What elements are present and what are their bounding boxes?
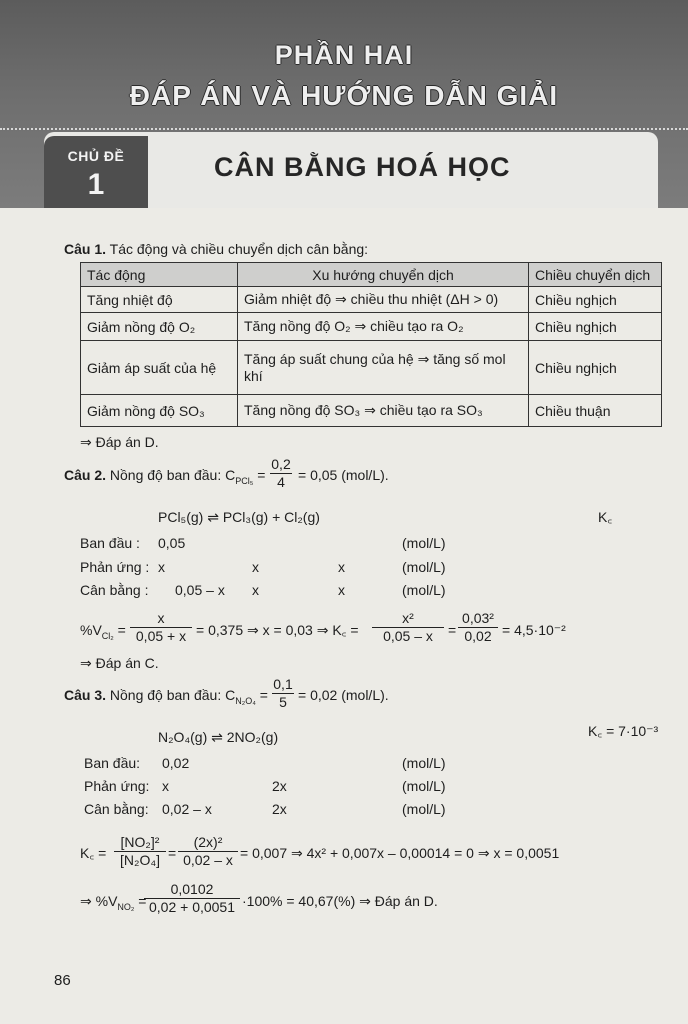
q3-row-unit: (mol/L)	[402, 755, 446, 771]
q2-eq-fraction-1	[130, 610, 192, 645]
q3-kc-fraction-2	[178, 834, 238, 869]
q2-row-value: x	[158, 559, 165, 575]
table-cell: Tăng nồng độ SO₃ ⇒ chiều tạo ra SO₃	[238, 395, 529, 427]
q2-row-label: Cân bằng :	[80, 582, 149, 598]
q3-c-symbol: C	[225, 687, 236, 703]
table-header-row	[81, 263, 662, 287]
table-cell: Giảm nồng độ O₂	[81, 313, 238, 341]
table-row	[81, 395, 662, 427]
q2-heading: Câu 2. Nồng độ ban đầu: $C_{PCl_5}$ =	[64, 467, 266, 486]
q2-row-value: x	[338, 582, 345, 598]
table-cell: Chiều nghịch	[529, 341, 662, 395]
q3-row-unit: (mol/L)	[402, 778, 446, 794]
fraction-denominator: 0,05 – x	[372, 627, 444, 645]
q1-answer: ⇒ Đáp án D.	[80, 434, 159, 450]
fraction-numerator: 0,1	[273, 676, 293, 692]
q2-reaction: PCl₅(g) ⇌ PCl₃(g) + Cl₂(g)	[158, 509, 320, 525]
q2-eq-end: = 4,5·10⁻²	[502, 622, 566, 638]
chapter-title: CÂN BẰNG HOÁ HỌC	[214, 152, 511, 182]
table-cell: Tăng áp suất chung của hệ ⇒ tăng số mol khí	[238, 341, 529, 395]
equals-sign: =	[448, 622, 457, 638]
divider	[0, 128, 688, 130]
chapter-chip	[44, 136, 148, 208]
q2-row-value: x	[252, 559, 259, 575]
fraction-numerator: x	[157, 610, 165, 626]
q2-fraction	[270, 456, 292, 491]
chapter-number: 1	[87, 168, 105, 201]
q3-row-value: 2x	[272, 778, 287, 794]
q3-c-result: = 0,02 (mol/L).	[298, 687, 389, 703]
table-header: Xu hướng chuyển dịch	[238, 263, 529, 287]
part-title: ĐÁP ÁN VÀ HƯỚNG DẪN GIẢI	[129, 80, 559, 111]
q1-label: Câu 1.	[64, 241, 107, 257]
table-row	[81, 287, 662, 313]
q3-v-symbol: ⇒ %V	[80, 893, 118, 909]
q2-c-result: = 0,05 (mol/L).	[298, 467, 389, 483]
q2-row-label: Phản ứng :	[80, 559, 150, 575]
q3-kc-lhs: K꜀ =	[80, 845, 107, 861]
table-cell: Chiều nghịch	[529, 287, 662, 313]
q2-row-unit: (mol/L)	[402, 535, 446, 551]
q3-heading: Câu 3. Nồng độ ban đầu: $C_{N_2O_4}$ =	[64, 687, 268, 706]
table-cell: Giảm áp suất của hệ	[81, 341, 238, 395]
q2-c-symbol: C	[225, 467, 236, 483]
table-cell: Chiều nghịch	[529, 313, 662, 341]
page-number: 86	[54, 972, 71, 989]
q2-eq-fraction-2	[372, 610, 444, 645]
table-header: Tác động	[81, 263, 238, 287]
q2-eq-fraction-3	[458, 610, 498, 645]
q2-c-sub: PCl₅	[235, 475, 254, 486]
fraction-denominator: 0,05 + x	[130, 627, 192, 645]
q2-row-unit: (mol/L)	[402, 582, 446, 598]
q2-answer: ⇒ Đáp án C.	[80, 655, 159, 671]
q2-row-value: 0,05	[158, 535, 186, 551]
table-cell: Giảm nhiệt độ ⇒ chiều thu nhiệt (ΔH > 0)	[238, 287, 529, 313]
chapter-label: CHỦ ĐỀ	[67, 148, 125, 164]
q3-kc-end: = 0,007 ⇒ 4x² + 0,007x – 0,00014 = 0 ⇒ x = 0,0051	[240, 845, 560, 861]
fraction-denominator: 4	[270, 473, 292, 491]
q3-row-label: Cân bằng:	[84, 801, 149, 817]
q3-v-end: ·100% = 40,67(%) ⇒ Đáp án D.	[242, 893, 438, 909]
q3-v-sub: NO₂	[117, 901, 135, 912]
fraction-denominator: [N₂O₄]	[114, 851, 166, 869]
fraction-numerator: (2x)²	[193, 834, 223, 850]
table-header: Chiều chuyển dịch	[529, 263, 662, 287]
q3-row-value: 0,02 – x	[162, 801, 212, 817]
q1-table	[80, 262, 662, 427]
q2-row-value: x	[252, 582, 259, 598]
fraction-numerator: 0,0102	[170, 881, 214, 897]
table-cell: Chiều thuận	[529, 395, 662, 427]
fraction-denominator: 5	[272, 693, 294, 711]
q3-c-sub: N₂O₄	[235, 695, 256, 706]
q3-row-value: 0,02	[162, 755, 190, 771]
fraction-numerator: x²	[402, 610, 414, 626]
q3-v-fraction	[144, 881, 240, 916]
table-row	[81, 313, 662, 341]
fraction-denominator: 0,02	[458, 627, 498, 645]
q3-row-label: Ban đầu:	[84, 755, 141, 771]
q3-label: Câu 3.	[64, 687, 107, 703]
q3-kc-fraction-1	[114, 834, 166, 869]
q3-intro: Nồng độ ban đầu:	[109, 687, 222, 703]
q2-label: Câu 2.	[64, 467, 107, 483]
table-cell: Tăng nồng độ O₂ ⇒ chiều tạo ra O₂	[238, 313, 529, 341]
table-cell: Tăng nhiệt độ	[81, 287, 238, 313]
q3-row-unit: (mol/L)	[402, 801, 446, 817]
q3-row-value: x	[162, 778, 169, 794]
fraction-numerator: 0,2	[271, 456, 291, 472]
q3-row-value: 2x	[272, 801, 287, 817]
q2-row-unit: (mol/L)	[402, 559, 446, 575]
q2-row-value: x	[338, 559, 345, 575]
q1-heading	[64, 240, 368, 258]
fraction-denominator: 0,02 + 0,0051	[144, 898, 240, 916]
q2-eq-lhs: $\%V_{Cl_2}$ =	[80, 622, 126, 641]
q3-row-label: Phản ứng:	[84, 778, 150, 794]
q1-intro: Tác động và chiều chuyển dịch cân bằng:	[109, 241, 369, 257]
part-heading: PHẦN HAI	[274, 40, 414, 70]
q2-kc: K꜀	[598, 509, 613, 525]
table-row	[81, 341, 662, 395]
fraction-denominator: 0,02 – x	[178, 851, 238, 869]
q2-eq-symbol: %V	[80, 622, 102, 638]
fraction-numerator: [NO₂]²	[120, 834, 160, 850]
fraction-numerator: 0,03²	[462, 610, 494, 626]
q3-fraction	[272, 676, 294, 711]
q2-row-label: Ban đầu :	[80, 535, 140, 551]
q3-reaction: N₂O₄(g) ⇌ 2NO₂(g)	[158, 729, 279, 745]
q3-v-lhs: ⇒ $\%V_{NO_2}$ =	[80, 893, 147, 912]
table-cell: Giảm nồng độ SO₃	[81, 395, 238, 427]
q2-eq-sub: Cl₂	[101, 630, 114, 641]
q2-intro: Nồng độ ban đầu:	[109, 467, 222, 483]
q2-row-value: 0,05 – x	[175, 582, 225, 598]
q3-kc: K꜀ = 7·10⁻³	[588, 723, 659, 739]
equals-sign: =	[168, 845, 177, 861]
q2-eq-middle: = 0,375 ⇒ x = 0,03 ⇒ K꜀ =	[196, 622, 359, 638]
